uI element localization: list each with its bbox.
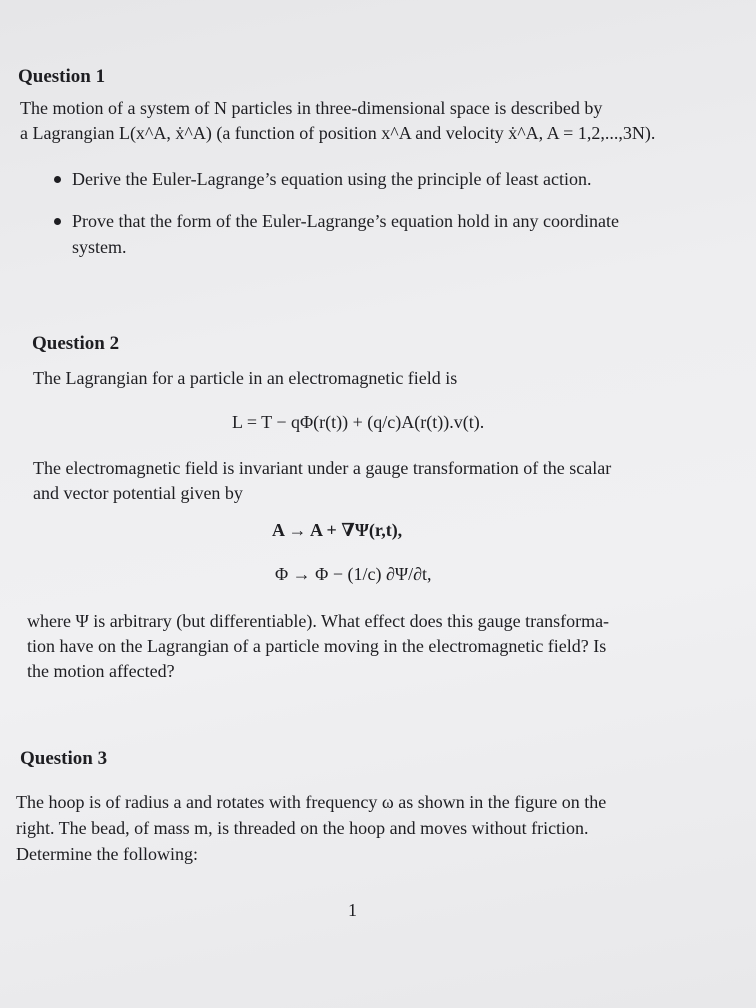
q1-bullet-1: Derive the Euler-Lagrange’s equation using the principle of least action. (72, 166, 692, 192)
q2-transform-A: A → A + ∇Ψ(r,t), (272, 520, 403, 540)
q2-heading: Question 2 (32, 333, 120, 354)
q2-lagrangian-equation: L = T − qΦ(r(t)) + (q/c)A(r(t)).v(t). (232, 412, 485, 432)
q1-intro (20, 96, 720, 146)
q2-gauge-text: The electromagnetic field is invariant under a gauge transformation of the scalar and vector potential given by (33, 458, 612, 503)
q3-heading: Question 3 (20, 748, 108, 769)
bullet-dot-icon (54, 176, 61, 183)
q3-text: The hoop is of radius a and rotates with frequency ω as shown in the figure on the right. The bead, of mass m, is threaded on the hoop and moves without friction. Determine the following: (16, 792, 607, 864)
q2-question: where Ψ is arbitrary (but differentiable). What effect does this gauge transforma- tion have on the Lagrangian of a particle moving in the electromagnetic field? Is the motion affected? (27, 611, 610, 681)
bullet-dot-icon (54, 218, 61, 225)
q1-intro-line2: a Lagrangian L(x^A, ẋ^A) (a function of position x^A and velocity ẋ^A, A = 1,2,...,3N). (20, 123, 656, 143)
q1-bullet-2: Prove that the form of the Euler-Lagrange’s equation hold in any coordinate system. (72, 208, 692, 260)
page-number: 1 (348, 900, 357, 920)
q1-intro-line1: The motion of a system of N particles in three-dimensional space is described by (20, 98, 603, 118)
q2-transform-Phi: Φ → Φ − (1/c) ∂Ψ/∂t, (275, 564, 432, 584)
q2-intro: The Lagrangian for a particle in an electromagnetic field is (33, 368, 458, 388)
q1-heading: Question 1 (18, 66, 106, 87)
